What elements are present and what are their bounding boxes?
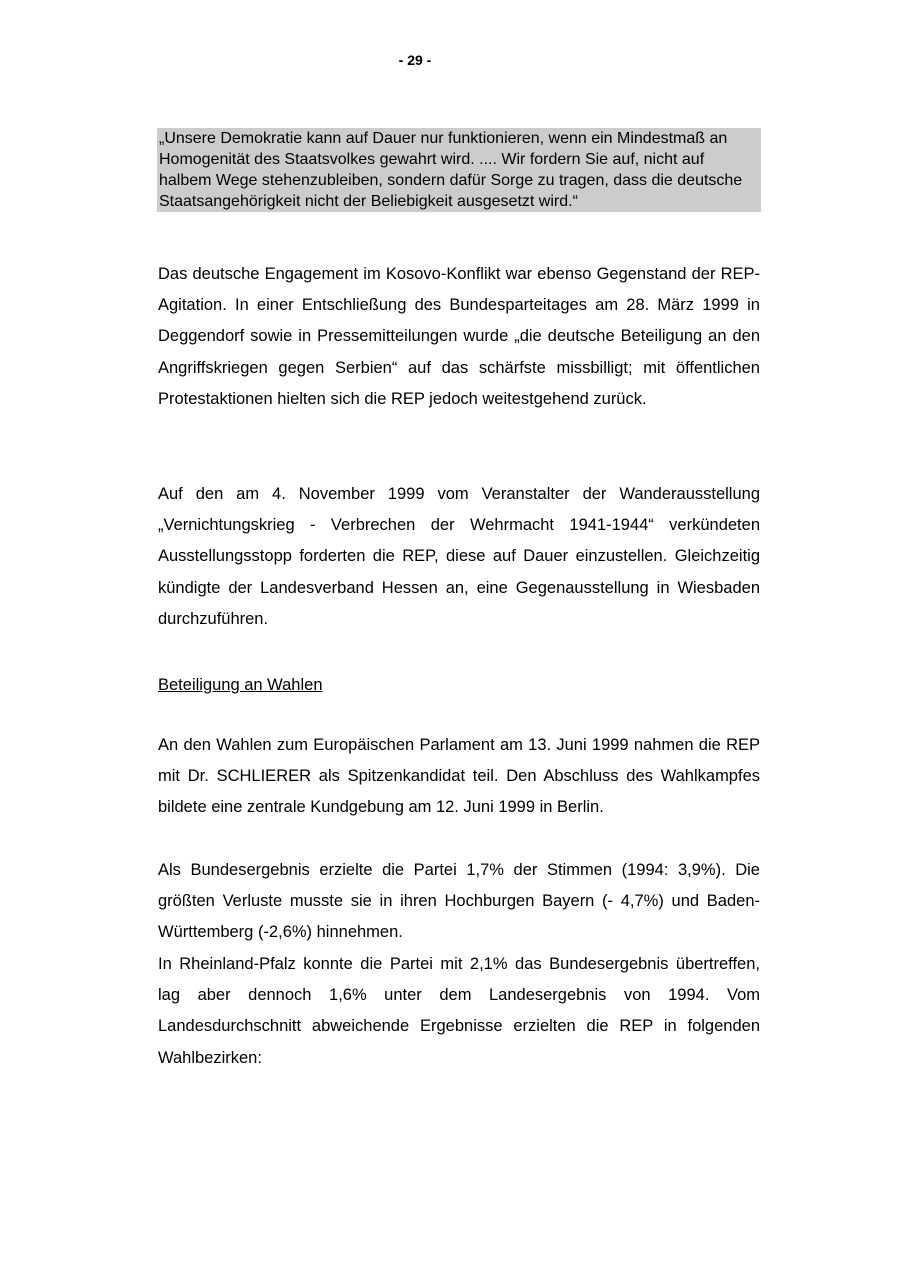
quote-text: „Unsere Demokratie kann auf Dauer nur funktionieren, wenn ein Mindestmaß an Homogenität des Staatsvolkes gewahrt wird. .... Wir fordern Sie auf, nicht auf halbem Wege stehenzubleiben, sondern dafür Sorge zu tragen, dass die deutsche Staatsangehörigkeit nicht der Beliebigkeit ausgesetzt wird.“ — [159, 130, 743, 210]
paragraph-federal-result: Als Bundesergebnis erzielte die Partei 1,7% der Stimmen (1994: 3,9%). Die größten Verluste musste sie in ihren Hochburgen Bayern (- 4,7%) und Baden-Württemberg (-2,6%) hinnehmen. — [158, 861, 760, 942]
page-number: - 29 - — [398, 52, 432, 68]
quote-block — [157, 128, 761, 212]
paragraph-election: An den Wahlen zum Europäischen Parlament am 13. Juni 1999 nahmen die REP mit Dr. SCHLIERER als Spitzenkandidat teil. Den Abschluss des Wahlkampfes bildete eine zentrale Kundgebung am 12. Juni 1999 in Berlin. — [158, 736, 760, 817]
paragraph-rlp-result: In Rheinland-Pfalz konnte die Partei mit 2,1% das Bundesergebnis übertreffen, lag aber dennoch 1,6% unter dem Landesergebnis von 1994. Vom Landesdurchschnitt abweichende Ergebnisse erzielten die REP in folgenden Wahlbezirken: — [158, 955, 760, 1067]
section-heading: Beteiligung an Wahlen — [158, 676, 323, 694]
paragraph-exhibition: Auf den am 4. November 1999 vom Veranstalter der Wanderausstellung „Vernichtungskrieg - Verbrechen der Wehrmacht 1941-1944“ verkündeten Ausstellungsstopp forderten die REP, diese auf Dauer einzustellen. Gleichzeitig kündigte der Landesverband Hessen an, eine Gegenausstellung in Wiesbaden durchzuführen. — [158, 485, 760, 628]
paragraph-kosovo: Das deutsche Engagement im Kosovo-Konflikt war ebenso Gegenstand der REP-Agitation. In einer Entschließung des Bundesparteitages am 28. März 1999 in Deggendorf sowie in Pressemitteilungen wurde „die deutsche Beteiligung an den Angriffskriegen gegen Serbien“ auf das schärfste missbilligt; mit öffentlichen Protestaktionen hielten sich die REP jedoch weitestgehend zurück. — [158, 265, 760, 408]
